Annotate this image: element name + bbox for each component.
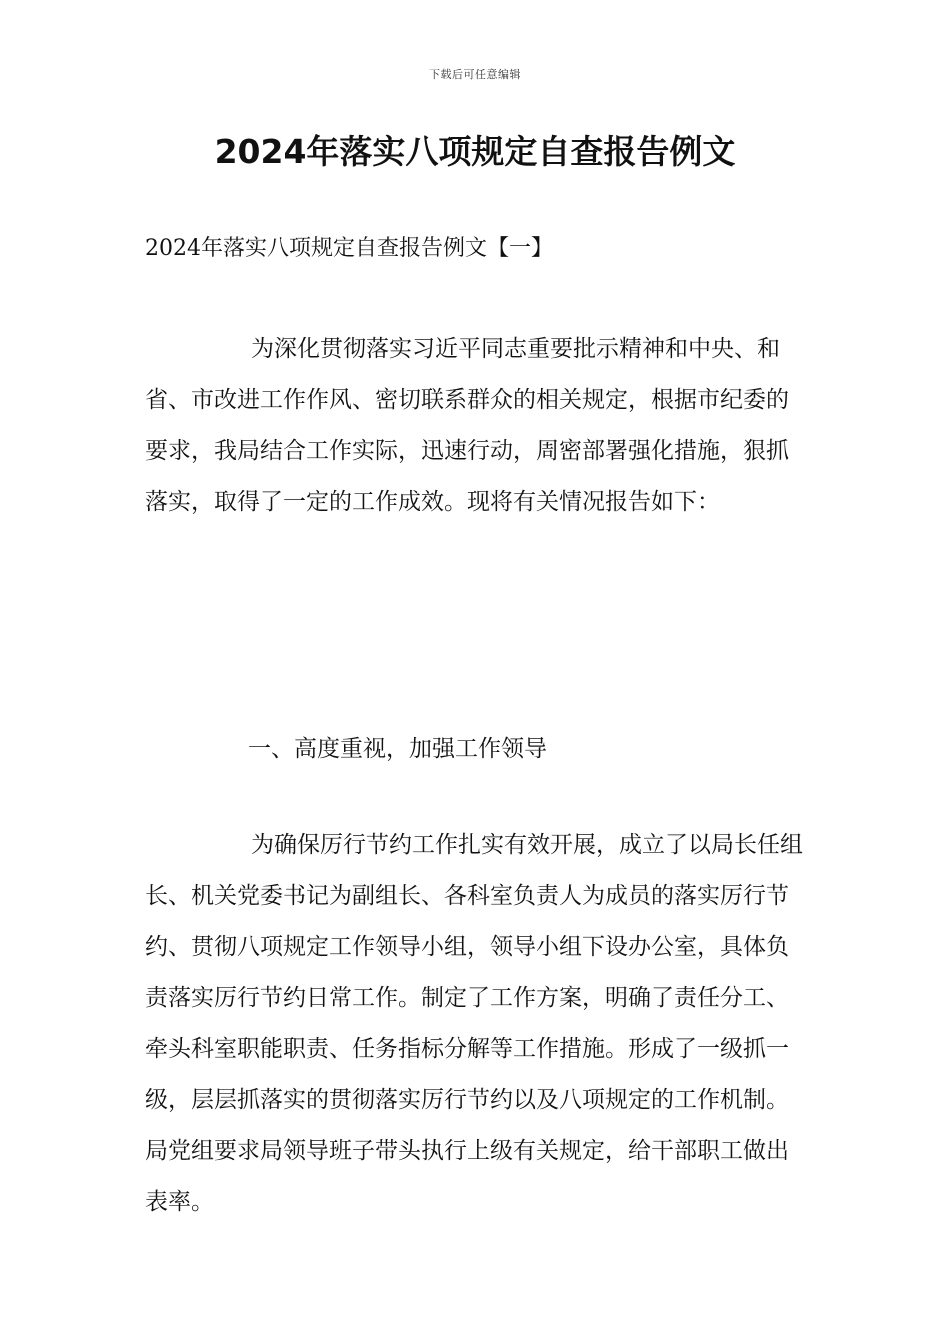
document-title: 2024年落实八项规定自查报告例文	[214, 132, 736, 171]
document-subtitle: 2024年落实八项规定自查报告例文【一】	[145, 236, 553, 261]
section-heading-1: 一、高度重视，加强工作领导	[248, 736, 547, 762]
section-1-paragraph: 为确保厉行节约工作扎实有效开展，成立了以局长任组长、机关党委书记为副组长、各科室负责人为成员的落实厉行节约、贯彻八项规定工作领导小组，领导小组下设办公室，具体负责落实厉行节约日常工作。制定了工作方案，明确了责任分工、牵头科室职能职责、任务指标分解等工作措施。形成了一级抓一级，层层抓落实的贯彻落实厉行节约以及八项规定的工作机制。局党组要求局领导班子带头执行上级有关规定，给干部职工做出表率。	[145, 832, 803, 1215]
intro-paragraph: 为深化贯彻落实习近平同志重要批示精神和中央、和省、市改进工作作风、密切联系群众的相关规定，根据市纪委的要求，我局结合工作实际，迅速行动，周密部署强化措施，狠抓落实，取得了一定的工作成效。现将有关情况报告如下：	[145, 336, 789, 515]
header-note: 下载后可任意编辑	[429, 68, 521, 81]
